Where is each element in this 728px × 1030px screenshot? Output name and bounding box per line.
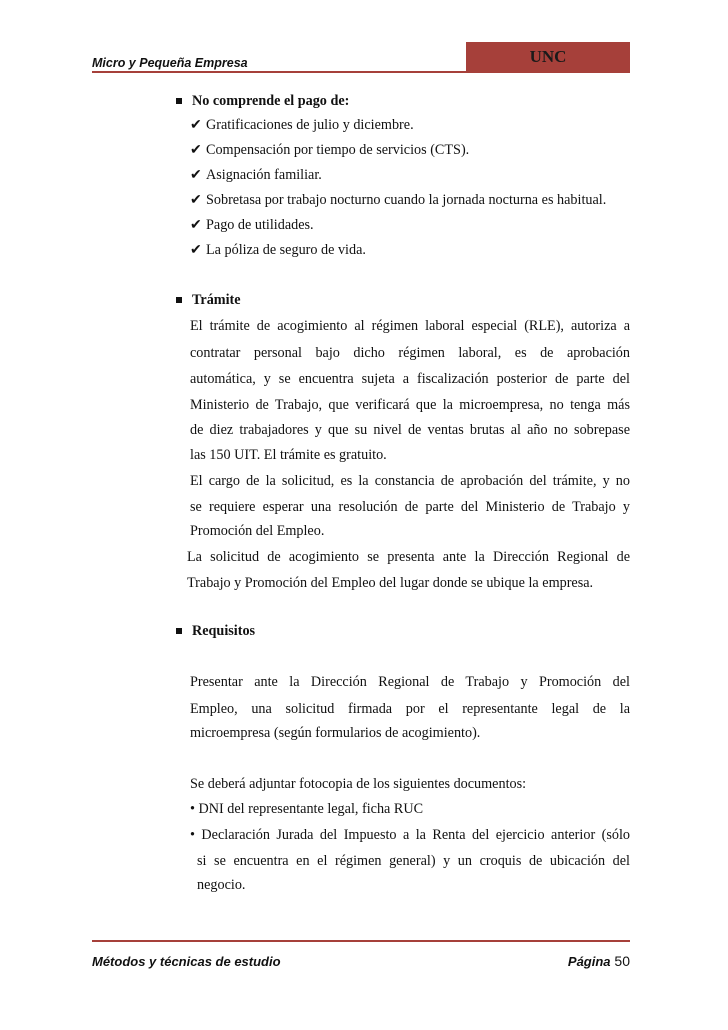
list-item (190, 190, 606, 210)
page-number-value: 50 (614, 953, 630, 969)
check-icon: ✔ (190, 117, 202, 133)
paragraph-line: Promoción del Empleo. (190, 523, 325, 539)
paragraph-line: se requiere esperar una resolución de parte del Ministerio de Trabajo y (190, 499, 630, 515)
paragraph-line: las 150 UIT. El trámite es gratuito. (190, 447, 387, 463)
paragraph-line: automática, y se encuentra sujeta a fiscalización posterior de parte del (190, 371, 630, 387)
list-item (190, 240, 366, 260)
list-item-continuation: si se encuentra en el régimen general) y un croquis de ubicación del (197, 853, 630, 869)
square-bullet-icon (176, 297, 182, 303)
list-item (190, 140, 469, 160)
header-badge (466, 42, 630, 71)
check-icon: ✔ (190, 167, 202, 183)
header-rule (92, 71, 630, 73)
list-item (190, 115, 414, 135)
check-icon: ✔ (190, 242, 202, 258)
paragraph-line: microempresa (según formularios de acogimiento). (190, 725, 481, 741)
section-heading-no-comprende: No comprende el pago de: (192, 93, 350, 109)
footer-title: Métodos y técnicas de estudio (92, 954, 281, 969)
paragraph-line: Trabajo y Promoción del Empleo del lugar donde se ubique la empresa. (187, 575, 594, 591)
check-icon: ✔ (190, 142, 202, 158)
square-bullet-icon (176, 98, 182, 104)
paragraph-line: Presentar ante la Dirección Regional de Trabajo y Promoción del (190, 674, 630, 690)
paragraph-line: Ministerio de Trabajo, que verificará que la microempresa, no tenga más (190, 397, 630, 413)
list-item-text: Asignación familiar. (206, 167, 322, 183)
list-item-text: Sobretasa por trabajo nocturno cuando la jornada nocturna es habitual. (206, 192, 607, 208)
paragraph-line: La solicitud de acogimiento se presenta ante la Dirección Regional de (187, 549, 630, 565)
list-item (190, 215, 314, 235)
list-item-text: Pago de utilidades. (206, 217, 314, 233)
paragraph-line: Empleo, una solicitud firmada por el representante legal de la (190, 701, 630, 717)
page-label: Página (567, 954, 611, 969)
section-heading-requisitos: Requisitos (192, 623, 256, 639)
list-item-text: La póliza de seguro de vida. (206, 242, 366, 258)
section-heading-tramite: Trámite (192, 292, 241, 308)
paragraph-line: El cargo de la solicitud, es la constancia de aprobación del trámite, y no (190, 473, 630, 489)
header-title: Micro y Pequeña Empresa (92, 56, 248, 70)
paragraph-line: El trámite de acogimiento al régimen laboral especial (RLE), autoriza a (190, 318, 630, 334)
footer-rule (92, 940, 630, 942)
list-item (190, 165, 322, 185)
paragraph-line: de diez trabajadores y que su nivel de ventas brutas al año no sobrepase (190, 422, 630, 438)
list-item: • DNI del representante legal, ficha RUC (190, 801, 424, 817)
list-item-continuation: negocio. (197, 877, 246, 893)
header-badge-text: UNC (529, 47, 567, 66)
list-item-text: Gratificaciones de julio y diciembre. (206, 117, 414, 133)
paragraph-line: Se deberá adjuntar fotocopia de los siguientes documentos: (190, 776, 527, 792)
check-icon: ✔ (190, 192, 202, 208)
paragraph-line: contratar personal bajo dicho régimen laboral, es de aprobación (190, 345, 630, 361)
page-number (568, 953, 630, 969)
list-item-text: Compensación por tiempo de servicios (CTS). (206, 142, 470, 158)
check-icon: ✔ (190, 217, 202, 233)
page-header (92, 42, 630, 76)
square-bullet-icon (176, 628, 182, 634)
list-item: • Declaración Jurada del Impuesto a la Renta del ejercicio anterior (sólo (190, 827, 630, 843)
